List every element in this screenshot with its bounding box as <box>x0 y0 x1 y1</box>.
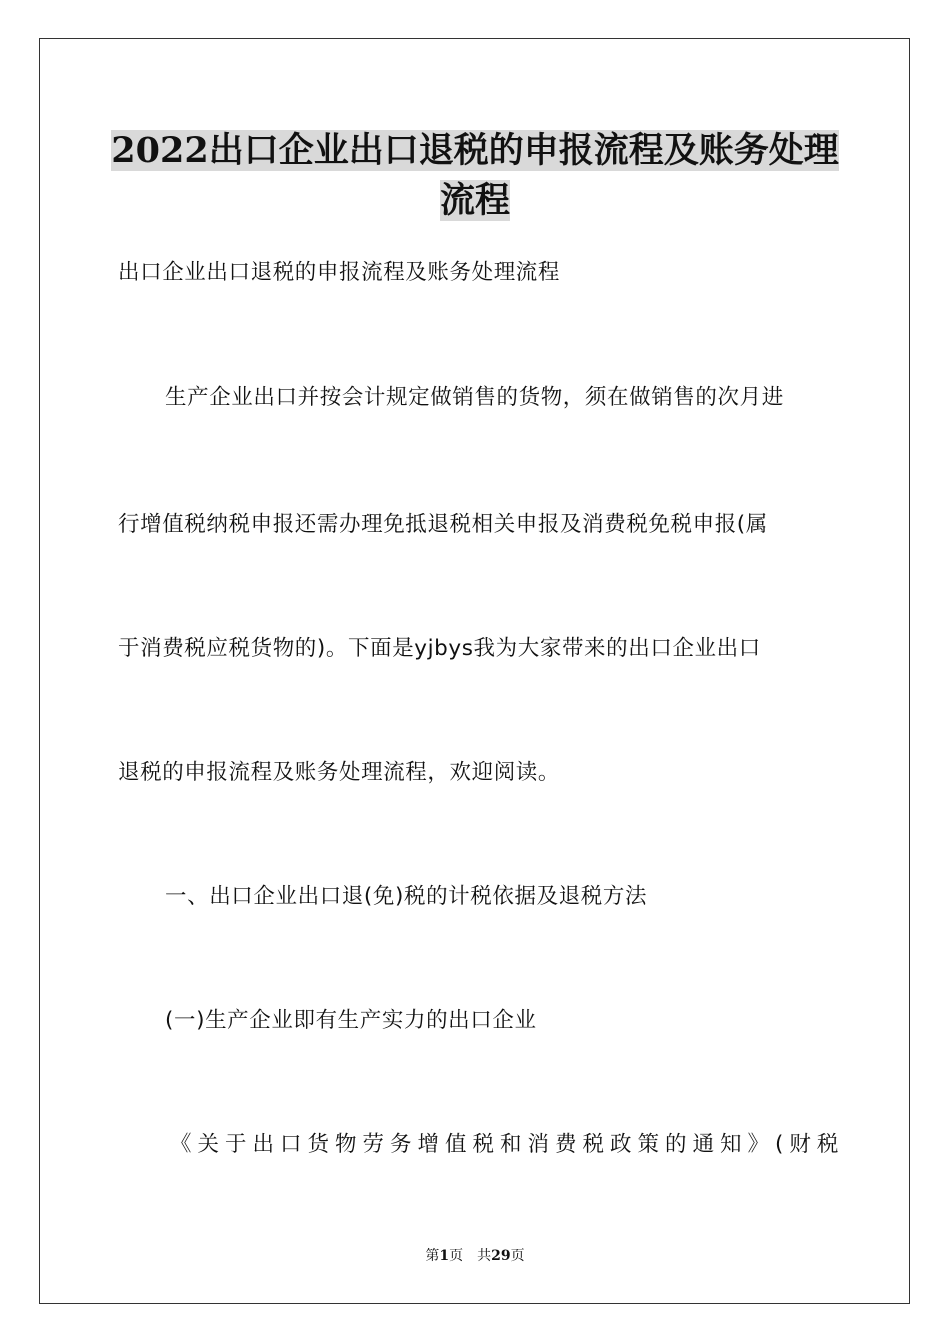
section-heading: 一、出口企业出口退(免)税的计税依据及退税方法 <box>165 884 648 909</box>
footer-page-prefix: 第 <box>425 1248 440 1264</box>
paragraph-line: 生产企业出口并按会计规定做销售的货物，须在做销售的次月进 <box>165 385 784 410</box>
footer-page-number: 1 <box>439 1248 450 1264</box>
title-line-1: 2022出口企业出口退税的申报流程及账务处理 <box>111 130 839 171</box>
paragraph-line: 行增值税纳税申报还需办理免抵退税相关申报及消费税免税申报(属 <box>118 512 768 537</box>
footer-page-suffix: 页 <box>449 1248 464 1264</box>
footer-total-prefix: 共 <box>477 1248 492 1264</box>
title-line-2: 流程 <box>439 180 510 221</box>
footer-total-suffix: 页 <box>510 1248 525 1264</box>
paragraph-line: 《关于出口货物劳务增值税和消费税政策的通知》(财税 <box>170 1132 845 1157</box>
page-border <box>39 38 910 1304</box>
document-title <box>0 128 950 224</box>
subsection-heading: (一)生产企业即有生产实力的出口企业 <box>165 1008 537 1033</box>
paragraph-subtitle: 出口企业出口退税的申报流程及账务处理流程 <box>118 260 561 285</box>
page-footer <box>0 1246 950 1266</box>
paragraph-line: 退税的申报流程及账务处理流程，欢迎阅读。 <box>118 760 561 785</box>
paragraph-line: 于消费税应税货物的)。下面是yjbys我为大家带来的出口企业出口 <box>118 636 761 661</box>
footer-total-pages: 29 <box>491 1248 511 1264</box>
